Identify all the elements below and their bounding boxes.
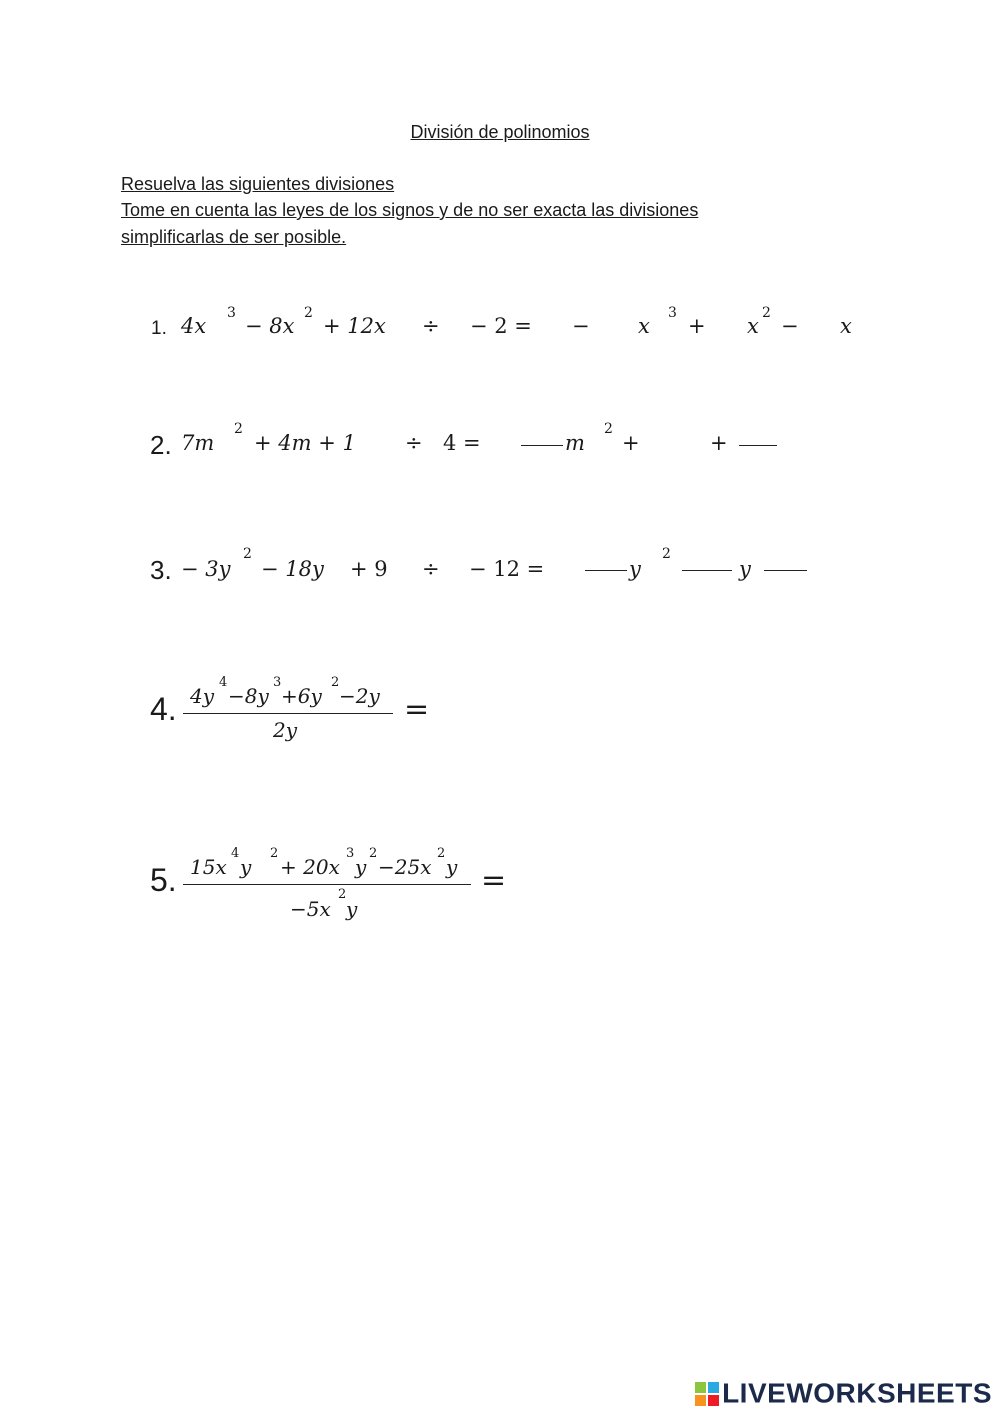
ex5-num-exp-4: 2 <box>369 846 378 861</box>
ex3-exp-1: 2 <box>243 546 252 562</box>
ex1-result-exp-2: 2 <box>762 305 771 321</box>
exercise-3-number: 3. <box>150 555 172 585</box>
ex2-result-plus-1: + <box>622 431 640 455</box>
ex3-blank-fraction-3[interactable] <box>764 570 807 571</box>
ex2-divisor: 4 = <box>443 431 481 455</box>
ex4-num-exp-3: 2 <box>331 675 340 690</box>
ex3-term-1: − 3y <box>181 557 231 581</box>
exercise-2-number: 2. <box>150 430 172 460</box>
ex5-den-term-1: −5x <box>290 897 331 921</box>
ex1-divisor: − 2 = <box>470 314 532 338</box>
ex3-blank-fraction-2[interactable] <box>682 570 732 571</box>
ex5-num-term-3: + 20x <box>280 855 340 879</box>
ex1-result-x3: x <box>840 314 852 338</box>
ex2-term-1: 7m <box>181 431 215 455</box>
instruction-line-2: Tome en cuenta las leyes de los signos y de no ser exacta las divisiones <box>121 200 699 220</box>
ex2-term-2: + 4m + 1 <box>254 431 356 455</box>
ex1-result-x1: x <box>638 314 650 338</box>
logo-text: LIVEWORKSHEETS <box>722 1377 992 1409</box>
ex1-result-minus: − <box>781 314 799 338</box>
ex5-num-term-2: y <box>240 855 252 879</box>
ex3-divide-sign: ÷ <box>422 557 440 581</box>
ex4-num-term-4: −2y <box>339 684 380 708</box>
ex1-term-1: 4x <box>181 314 207 338</box>
ex3-result-y1: y <box>629 557 641 581</box>
exercise-4-number: 4. <box>150 691 177 727</box>
logo-mark-icon <box>695 1382 719 1406</box>
ex1-divide-sign: ÷ <box>422 314 440 338</box>
ex5-num-term-5: −25x <box>378 855 432 879</box>
ex1-exp-1: 3 <box>227 305 236 321</box>
ex2-blank-fraction-2[interactable] <box>739 445 777 446</box>
ex4-fraction-bar <box>183 713 393 714</box>
ex3-result-exp: 2 <box>662 546 671 562</box>
ex2-exp-1: 2 <box>234 421 243 437</box>
ex4-num-term-2: −8y <box>228 684 269 708</box>
title-text: División de polinomios <box>410 122 590 142</box>
instruction-line-3: simplificarlas de ser posible. <box>121 227 347 247</box>
ex2-divide-sign: ÷ <box>405 431 423 455</box>
ex4-num-term-1: 4y <box>190 684 215 708</box>
ex5-equals: = <box>481 863 507 898</box>
ex4-equals: = <box>404 692 430 727</box>
ex1-exp-2: 2 <box>304 305 313 321</box>
ex4-num-exp-2: 3 <box>273 675 282 690</box>
ex5-num-term-6: y <box>446 855 458 879</box>
exercise-1-number: 1. <box>151 318 167 339</box>
ex2-result-exp: 2 <box>604 421 613 437</box>
instruction-line-1: Resuelva las siguientes divisiones <box>121 174 395 194</box>
ex5-fraction-bar <box>183 884 471 885</box>
ex4-num-exp-1: 4 <box>219 675 228 690</box>
ex3-blank-fraction-1[interactable] <box>585 570 627 571</box>
exercise-5-number: 5. <box>150 862 177 898</box>
ex5-num-term-1: 15x <box>190 855 227 879</box>
ex1-result-plus: + <box>688 314 706 338</box>
ex3-term-3: + 9 <box>350 557 388 581</box>
ex5-den-exp-1: 2 <box>338 887 347 902</box>
ex1-term-2: − 8x <box>245 314 295 338</box>
ex4-num-term-3: +6y <box>281 684 322 708</box>
ex5-num-exp-3: 3 <box>346 846 355 861</box>
ex3-term-2: − 18y <box>261 557 324 581</box>
ex4-denominator: 2y <box>273 718 298 742</box>
ex2-result-plus-2: + <box>710 431 728 455</box>
ex1-result-x2: x <box>747 314 759 338</box>
worksheet-title <box>0 122 1000 143</box>
ex1-term-3: + 12x <box>323 314 386 338</box>
ex1-result-exp-1: 3 <box>668 305 677 321</box>
ex5-num-term-4: y <box>355 855 367 879</box>
ex3-result-y2: y <box>739 557 751 581</box>
ex3-divisor: − 12 = <box>469 557 545 581</box>
ex5-num-exp-1: 4 <box>231 846 240 861</box>
ex5-num-exp-5: 2 <box>437 846 446 861</box>
ex5-num-exp-2: 2 <box>270 846 279 861</box>
ex2-blank-fraction-1[interactable] <box>521 445 563 446</box>
liveworksheets-logo <box>695 1376 992 1410</box>
ex2-result-m: m <box>565 431 585 455</box>
ex1-result-sign: − <box>572 314 590 338</box>
ex5-den-term-2: y <box>346 897 358 921</box>
